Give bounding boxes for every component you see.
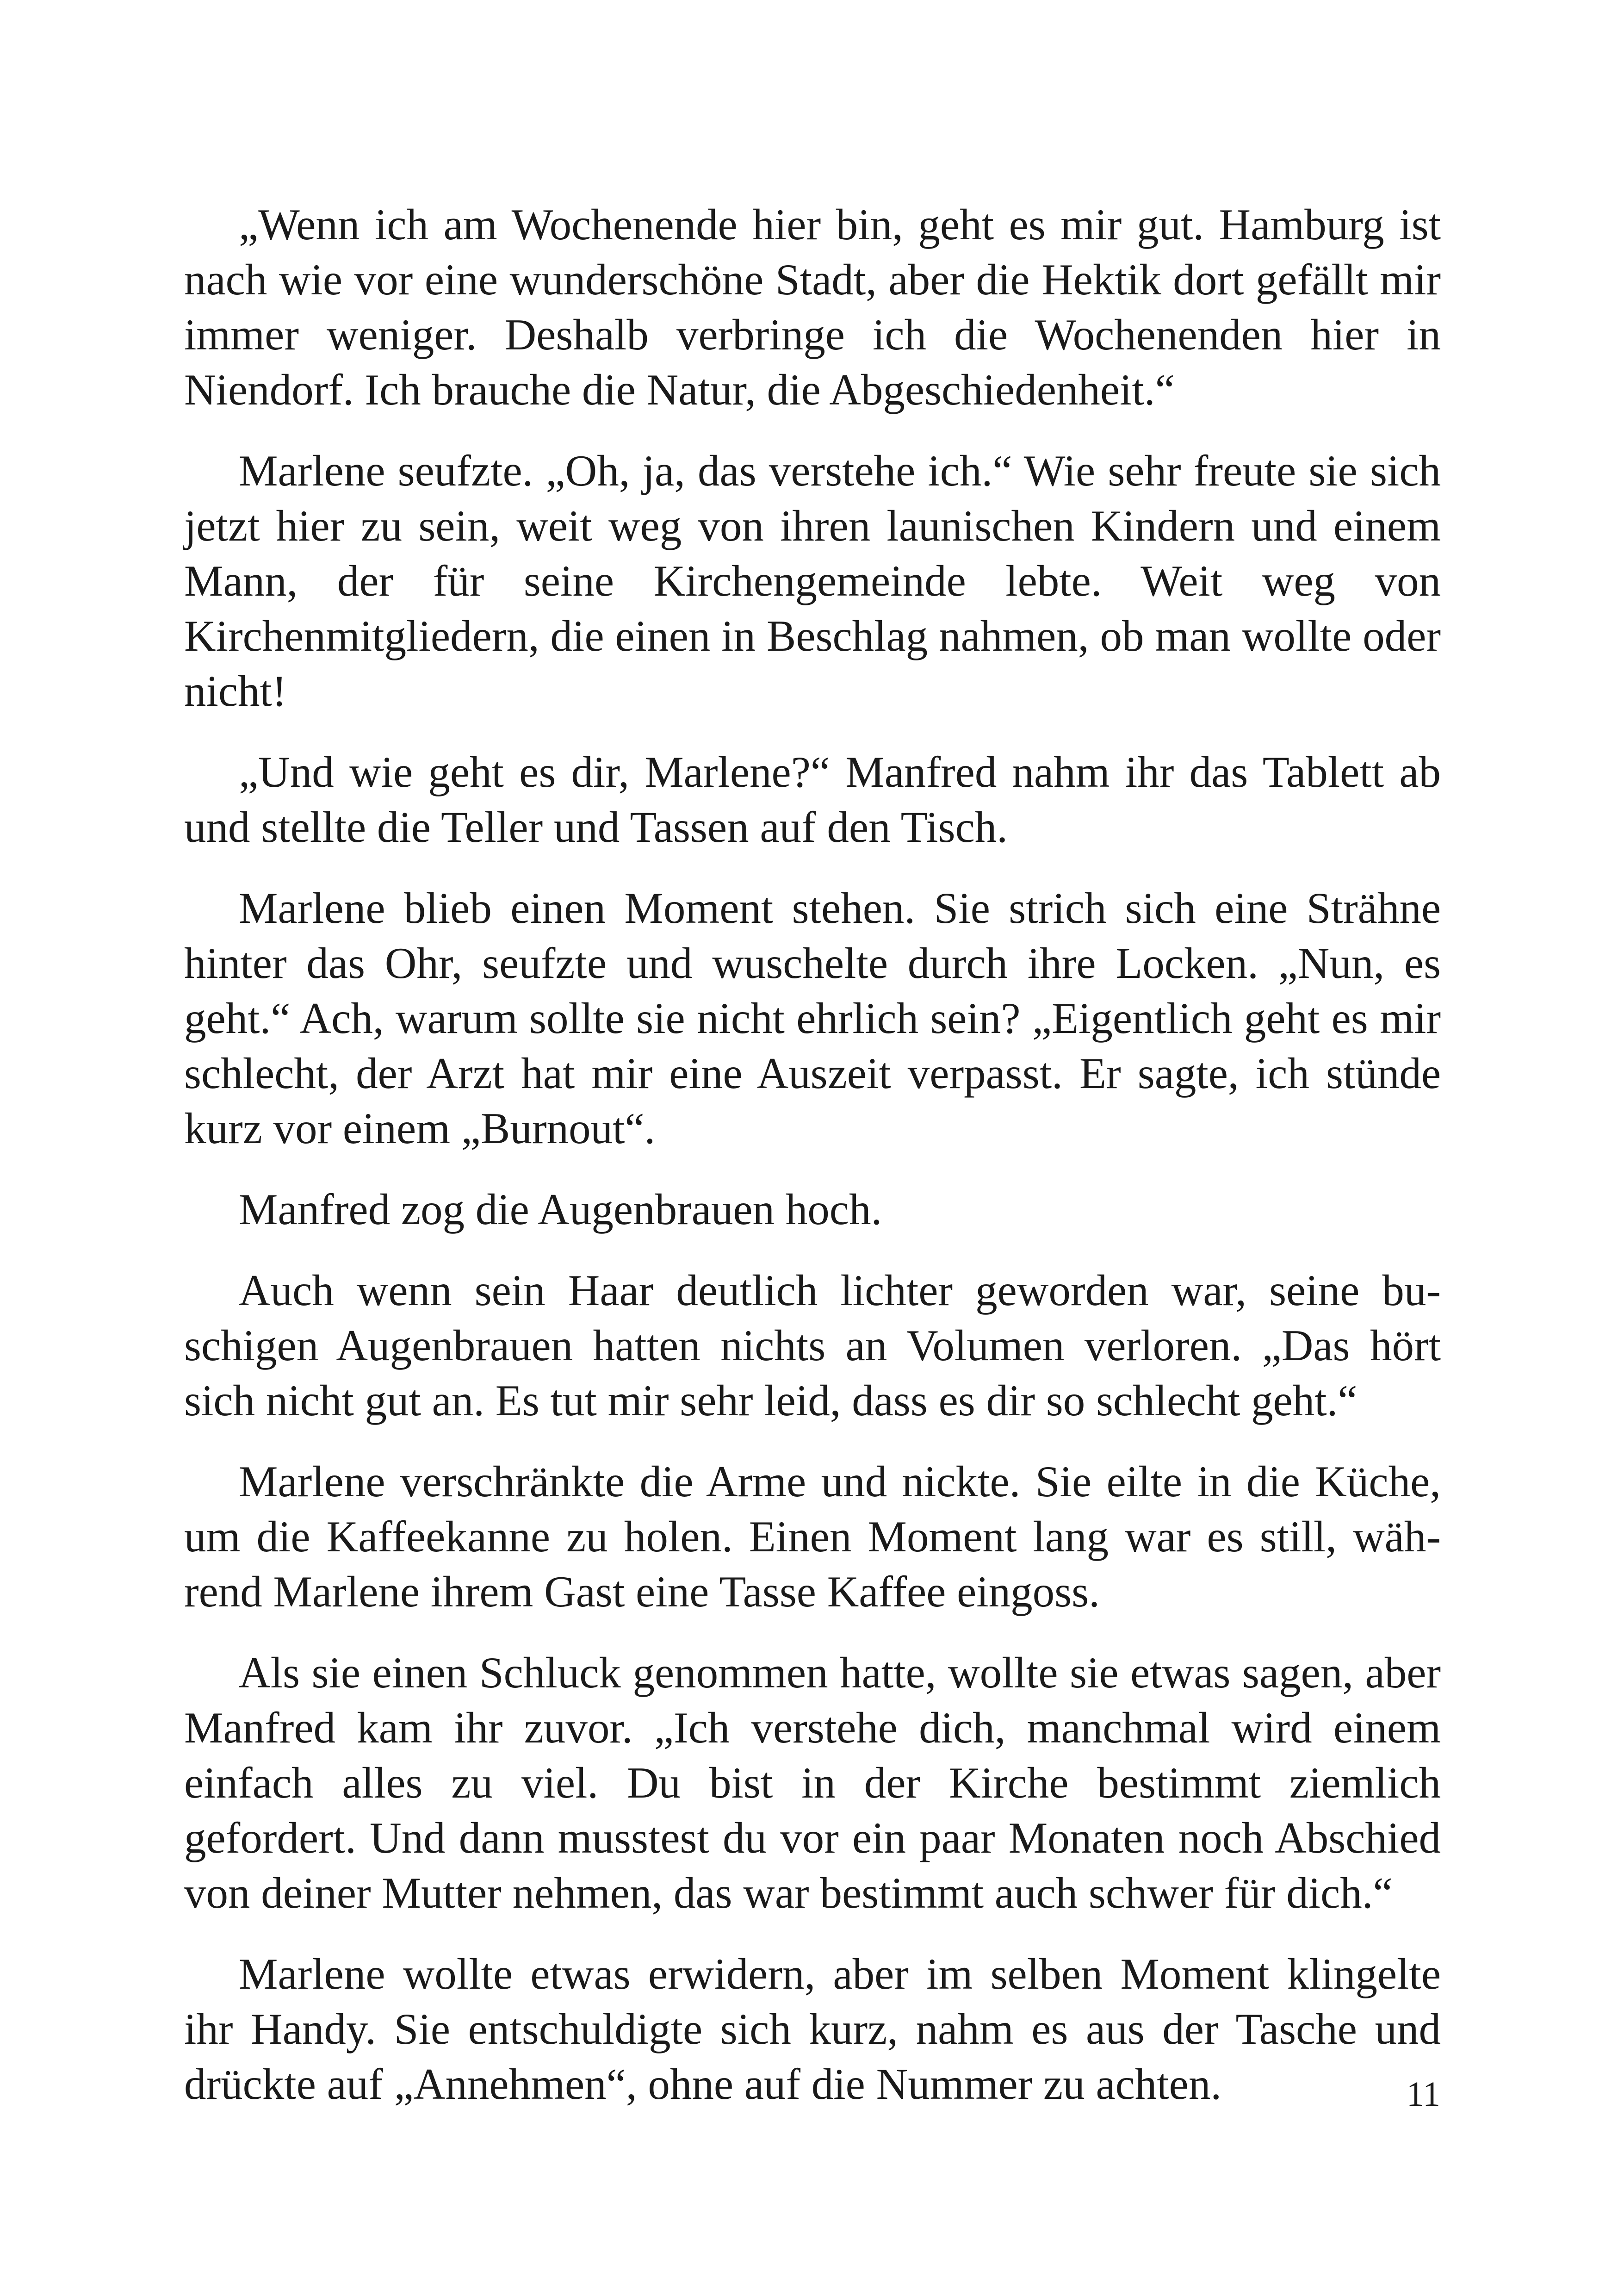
paragraph: Als sie einen Schluck genommen hatte, wollte sie etwas sagen, aber Manfred kam ihr zuvor. „Ich verstehe dich, manchmal wird einem einfach alles zu viel. Du bist in der Kirche bestimmt ziemlich gefordert. Und dann musstest du vor ein paar Monaten noch Abschied von deiner Mutter nehmen, das war bestimmt auch schwer für dich.“ — [184, 1648, 1441, 1917]
body-text — [184, 197, 1441, 2112]
paragraph: Manfred zog die Augenbrauen hoch. — [239, 1185, 882, 1234]
paragraph: Marlene blieb einen Moment stehen. Sie strich sich eine Strähne hinter das Ohr, seufzte und wuschelte durch ihre Locken. „Nun, es geht.“ Ach, warum sollte sie nicht ehrlich sein? „Eigentlich geht es mir schlecht, der Arzt hat mir eine Auszeit verpasst. Er sagte, ich stünde kurz vor einem „Burnout“. — [184, 884, 1441, 1153]
paragraph: Marlene verschränkte die Arme und nickte. Sie eilte in die Küche, um die Kaffeekanne zu holen. Einen Moment lang war es still, während Marlene ihrem Gast eine Tasse Kaffee eingoss. — [184, 1457, 1441, 1616]
paragraph: Marlene wollte etwas erwidern, aber im selben Moment klingelte ihr Handy. Sie entschuldigte sich kurz, nahm es aus der Tasche und drückte auf „Annehmen“, ohne auf die Nummer zu achten. — [184, 1949, 1441, 2109]
paragraph: „Und wie geht es dir, Marlene?“ Manfred nahm ihr das Tablett ab und stellte die Teller und Tassen auf den Tisch. — [184, 747, 1441, 852]
page-number: 11 — [1406, 2075, 1440, 2114]
paragraph: Auch wenn sein Haar deutlich lichter geworden war, seine buschigen Augenbrauen hatten nichts an Volumen verloren. „Das hört sich nicht gut an. Es tut mir sehr leid, dass es dir so schlecht geht.“ — [184, 1266, 1441, 1425]
paragraph: Marlene seufzte. „Oh, ja, das verstehe ich.“ Wie sehr freute sie sich jetzt hier zu sein, weit weg von ihren launischen Kindern und einem Mann, der für seine Kirchengemeinde lebte. Weit weg von Kirchenmitgliedern, die einen in Beschlag nahmen, ob man wollte oder nicht! — [184, 446, 1441, 716]
paragraph: „Wenn ich am Wochenende hier bin, geht es mir gut. Hamburg ist nach wie vor eine wunderschöne Stadt, aber die Hektik dort gefällt mir immer weniger. Deshalb verbringe ich die Wochenenden hier in Niendorf. Ich brauche die Natur, die Abgeschiedenheit.“ — [184, 200, 1441, 414]
